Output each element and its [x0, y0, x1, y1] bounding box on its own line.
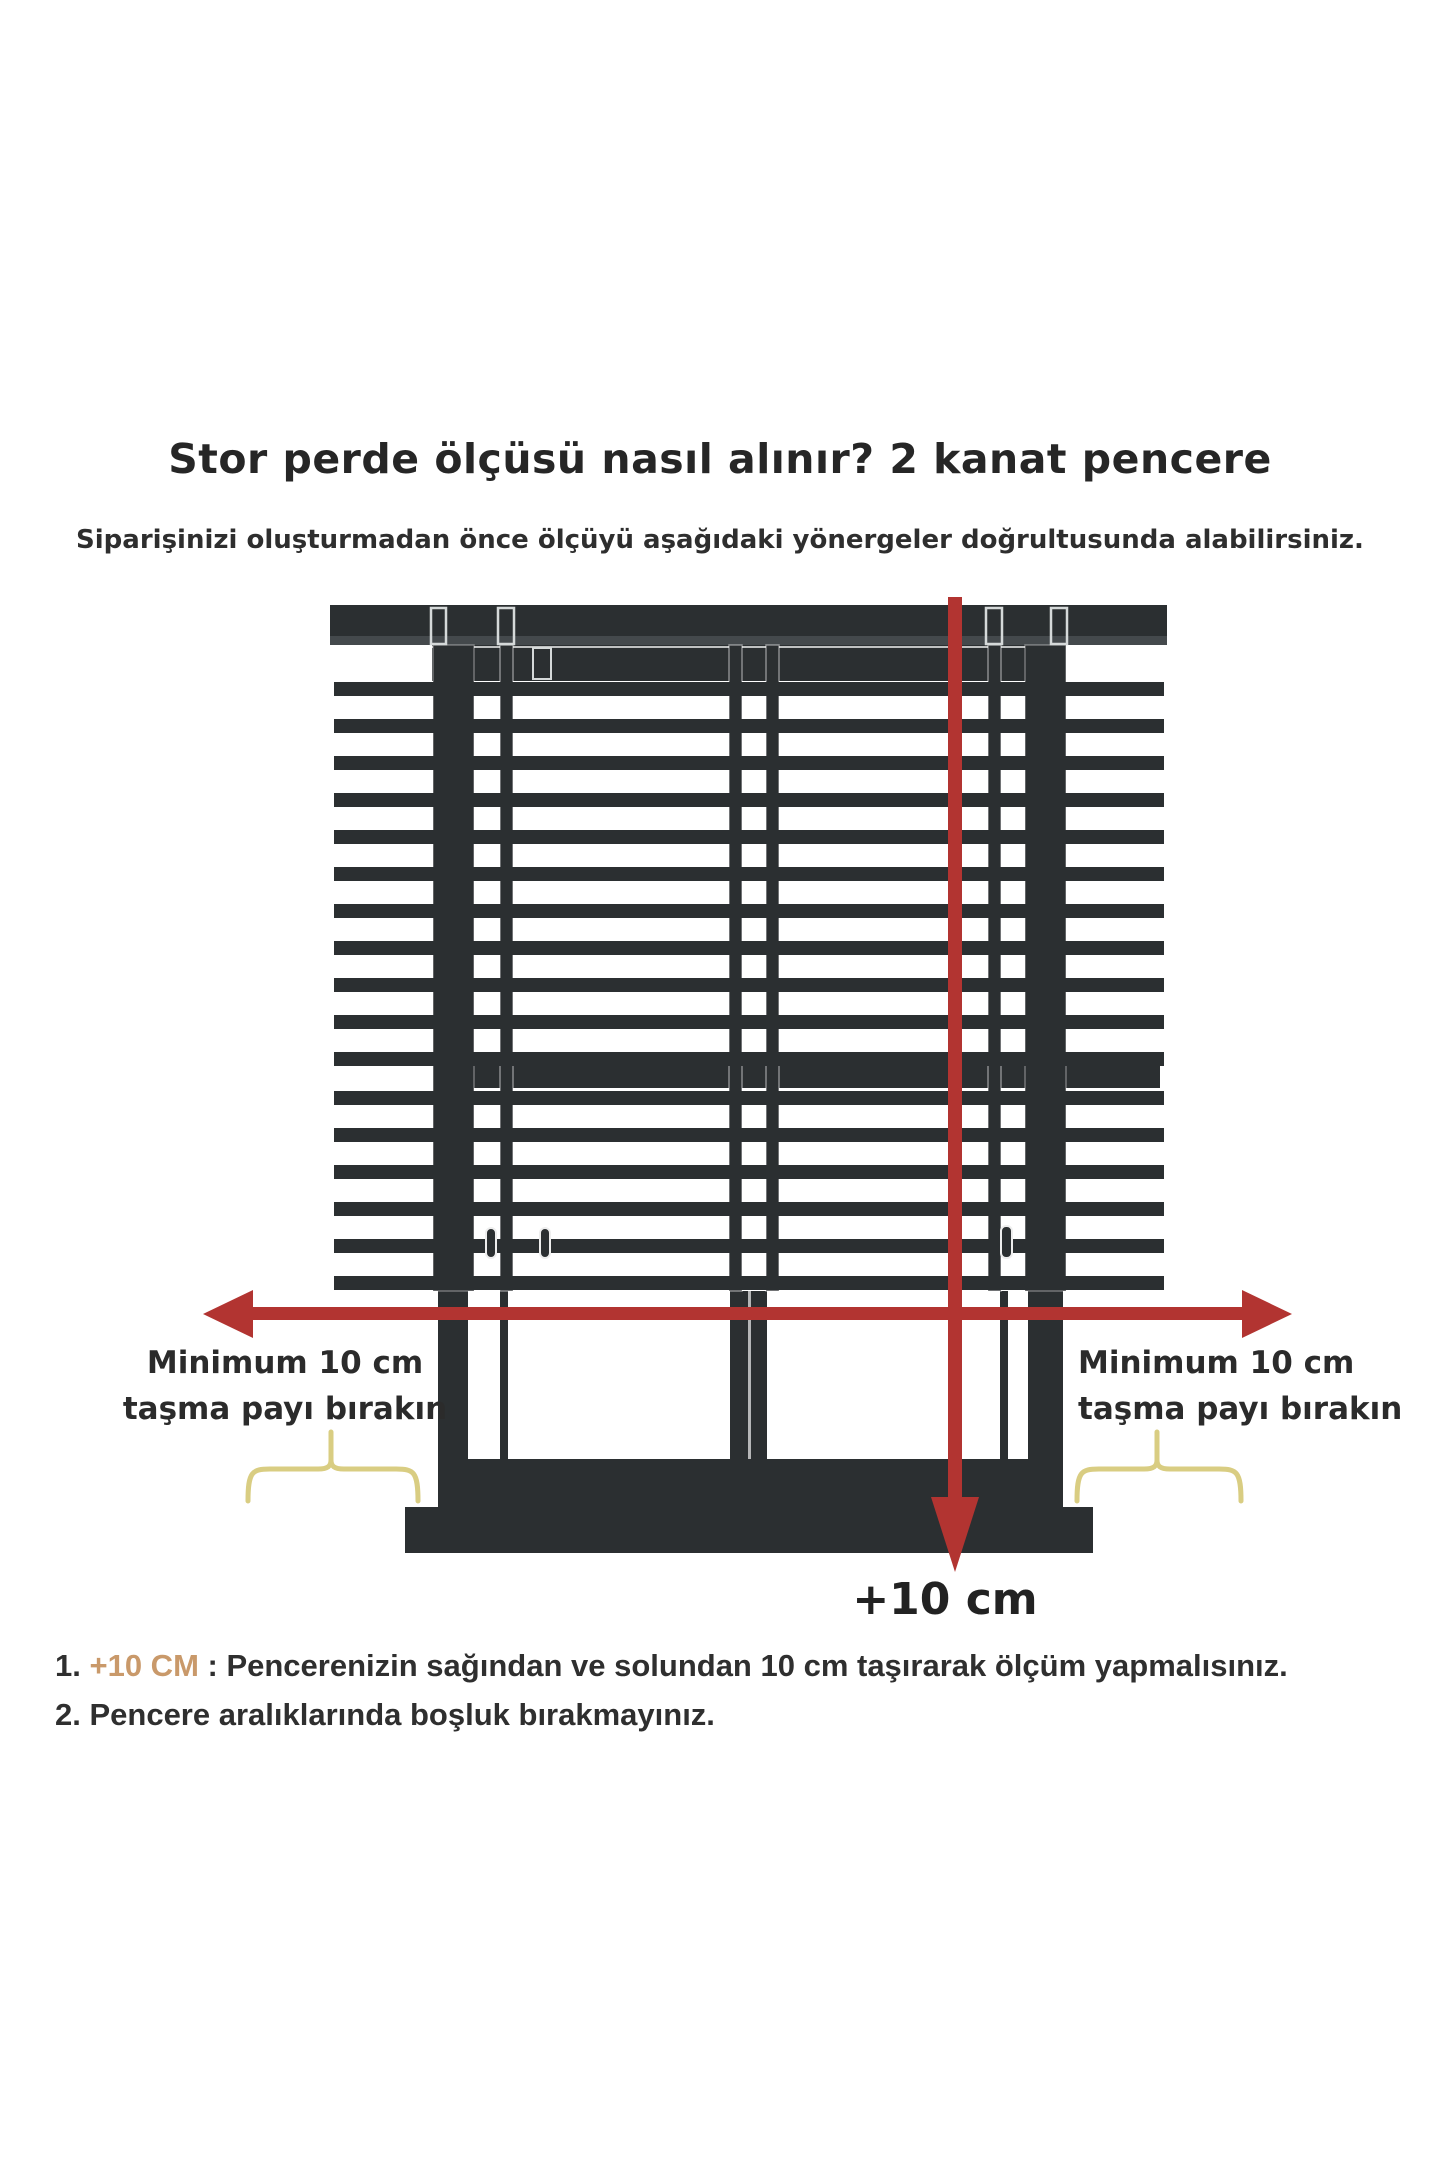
left-brace: [248, 1432, 418, 1501]
note-2-number: 2.: [55, 1697, 81, 1732]
note-1-highlight: +10 CM: [89, 1648, 199, 1683]
note-1-text: : Pencerenizin sağından ve solundan 10 cm taşırarak ölçüm yapmalısınız.: [198, 1648, 1288, 1683]
cord-clip: [533, 648, 551, 679]
right-brace: [1077, 1432, 1241, 1501]
right-overhang-label-line1: Minimum 10 cm: [1078, 1345, 1355, 1381]
instruction-notes: [55, 1641, 1415, 1739]
right-overhang-label-line2: taşma payı bırakın: [1078, 1391, 1403, 1427]
note-2-text: Pencere aralıklarında boşluk bırakmayınız.: [80, 1697, 715, 1732]
note-line-1: [55, 1641, 1415, 1690]
note-line-2: [55, 1690, 1415, 1739]
left-overhang-label-line1: Minimum 10 cm: [146, 1345, 424, 1381]
venetian-blind: [330, 605, 1167, 1291]
page-subtitle: Siparişinizi oluşturmadan önce ölçüyü aşağıdaki yönergeler doğrultusunda alabilirsiniz.: [76, 525, 1364, 555]
page-title: Stor perde ölçüsü nasıl alınır? 2 kanat pencere: [168, 435, 1272, 484]
note-1-number: 1.: [55, 1648, 81, 1683]
right-overhang-label: [1078, 1340, 1440, 1432]
left-overhang-label-line2: taşma payı bırakın: [122, 1391, 448, 1427]
left-overhang-label: [95, 1340, 475, 1432]
bottom-arrow-label: +10 cm: [852, 1574, 1038, 1625]
